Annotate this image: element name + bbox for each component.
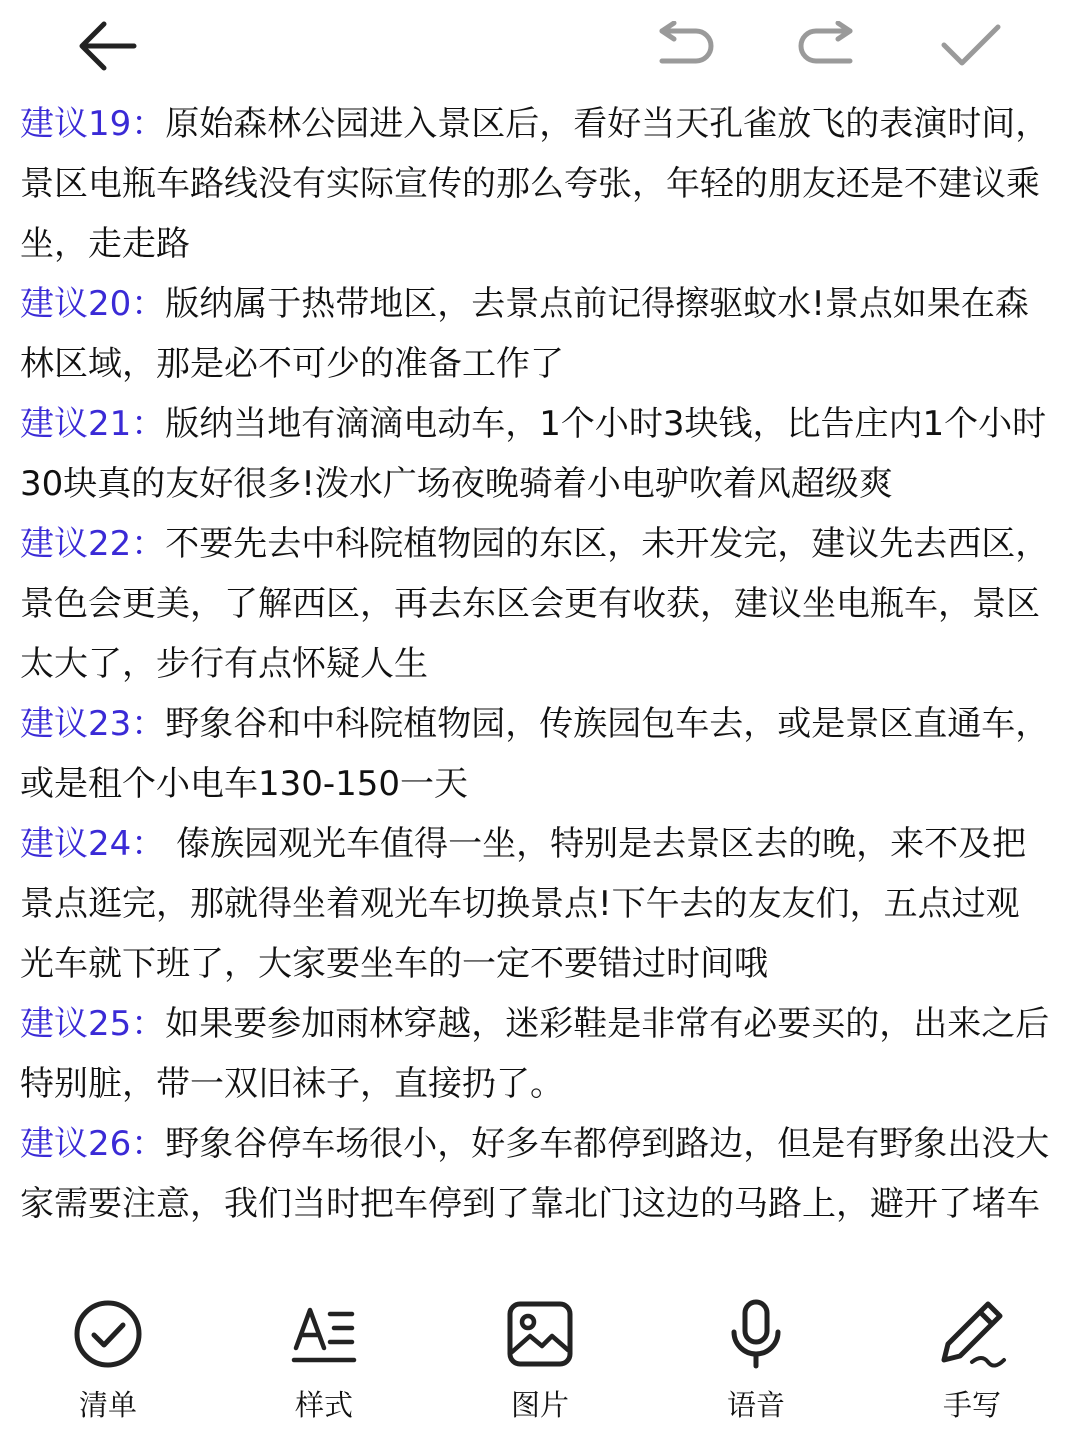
tip-text: 野象谷和中科院植物园，传族园包车去，或是景区直通车，或是租个小电车130-150一天 [20,704,1050,804]
note-body[interactable] [20,94,1050,1290]
tip-text: 不要先去中科院植物园的东区，未开发完，建议先去西区，景色会更美，了解西区，再去东区会更有收获，建议坐电瓶车，景区太大了，步行有点怀疑人生 [20,524,1050,684]
image-button[interactable] [432,1290,648,1440]
checklist-label: 清单 [78,1388,137,1422]
back-arrow-icon [74,16,140,76]
undo-button[interactable] [650,14,720,78]
bottom-toolbar [0,1290,1080,1440]
tip-label: 建议19： [20,104,166,144]
redo-icon [794,21,860,71]
tip-paragraph [20,274,1050,394]
tip-text: 原始森林公园进入景区后，看好当天孔雀放飞的表演时间，景区电瓶车路线没有实际宣传的那么夸张，年轻的朋友还是不建议乘坐，走走路 [20,104,1050,264]
checkmark-icon [938,21,1004,71]
tip-label: 建议20： [20,284,166,324]
tip-text: 野象谷停车场很小，好多车都停到路边，但是有野象出没大家需要注意，我们当时把车停到了靠北门这边的马路上，避开了堵车 [20,1124,1050,1224]
tip-paragraph [20,694,1050,814]
text-style-button[interactable] [216,1290,432,1440]
tip-text: 版纳当地有滴滴电动车，1个小时3块钱，比告庄内1个小时30块真的友好很多!泼水广场夜晚骑着小电驴吹着风超级爽 [20,404,1047,504]
redo-button[interactable] [792,14,862,78]
checklist-button[interactable] [0,1290,216,1440]
tip-paragraph [20,94,1050,274]
undo-icon [652,21,718,71]
tip-text: 版纳属于热带地区，去景点前记得擦驱蚊水!景点如果在森林区域，那是必不可少的准备工作了 [20,284,1029,384]
tip-paragraph [20,994,1050,1114]
microphone-icon [720,1298,792,1370]
text-style-label: 样式 [294,1388,353,1422]
image-label: 图片 [510,1388,569,1422]
tip-label: 建议23： [20,704,166,744]
tip-paragraph [20,1114,1050,1234]
tip-label: 建议25： [20,1004,166,1044]
tip-paragraph [20,394,1050,514]
tip-label: 建议24： [20,824,166,864]
voice-button[interactable] [648,1290,864,1440]
voice-label: 语音 [726,1388,785,1422]
tip-text: 傣族园观光车值得一坐，特别是去景区去的晚，来不及把景点逛完，那就得坐着观光车切换景点!下午去的友友们，五点过观光车就下班了，大家要坐车的一定不要错过时间哦 [20,824,1027,984]
tip-paragraph [20,814,1050,994]
handwriting-label: 手写 [942,1388,1001,1422]
tip-label: 建议26： [20,1124,166,1164]
tip-paragraph [20,514,1050,694]
top-bar [0,0,1080,92]
done-button[interactable] [936,14,1006,78]
handwriting-button[interactable] [864,1290,1080,1440]
checklist-icon [72,1298,144,1370]
tip-text: 如果要参加雨林穿越，迷彩鞋是非常有必要买的，出来之后特别脏，带一双旧袜子，直接扔了。 [20,1004,1050,1104]
tip-label: 建议22： [20,524,166,564]
tip-label: 建议21： [20,404,166,444]
image-icon [504,1298,576,1370]
pen-icon [936,1298,1008,1370]
back-button[interactable] [72,14,142,78]
text-style-icon [288,1298,360,1370]
